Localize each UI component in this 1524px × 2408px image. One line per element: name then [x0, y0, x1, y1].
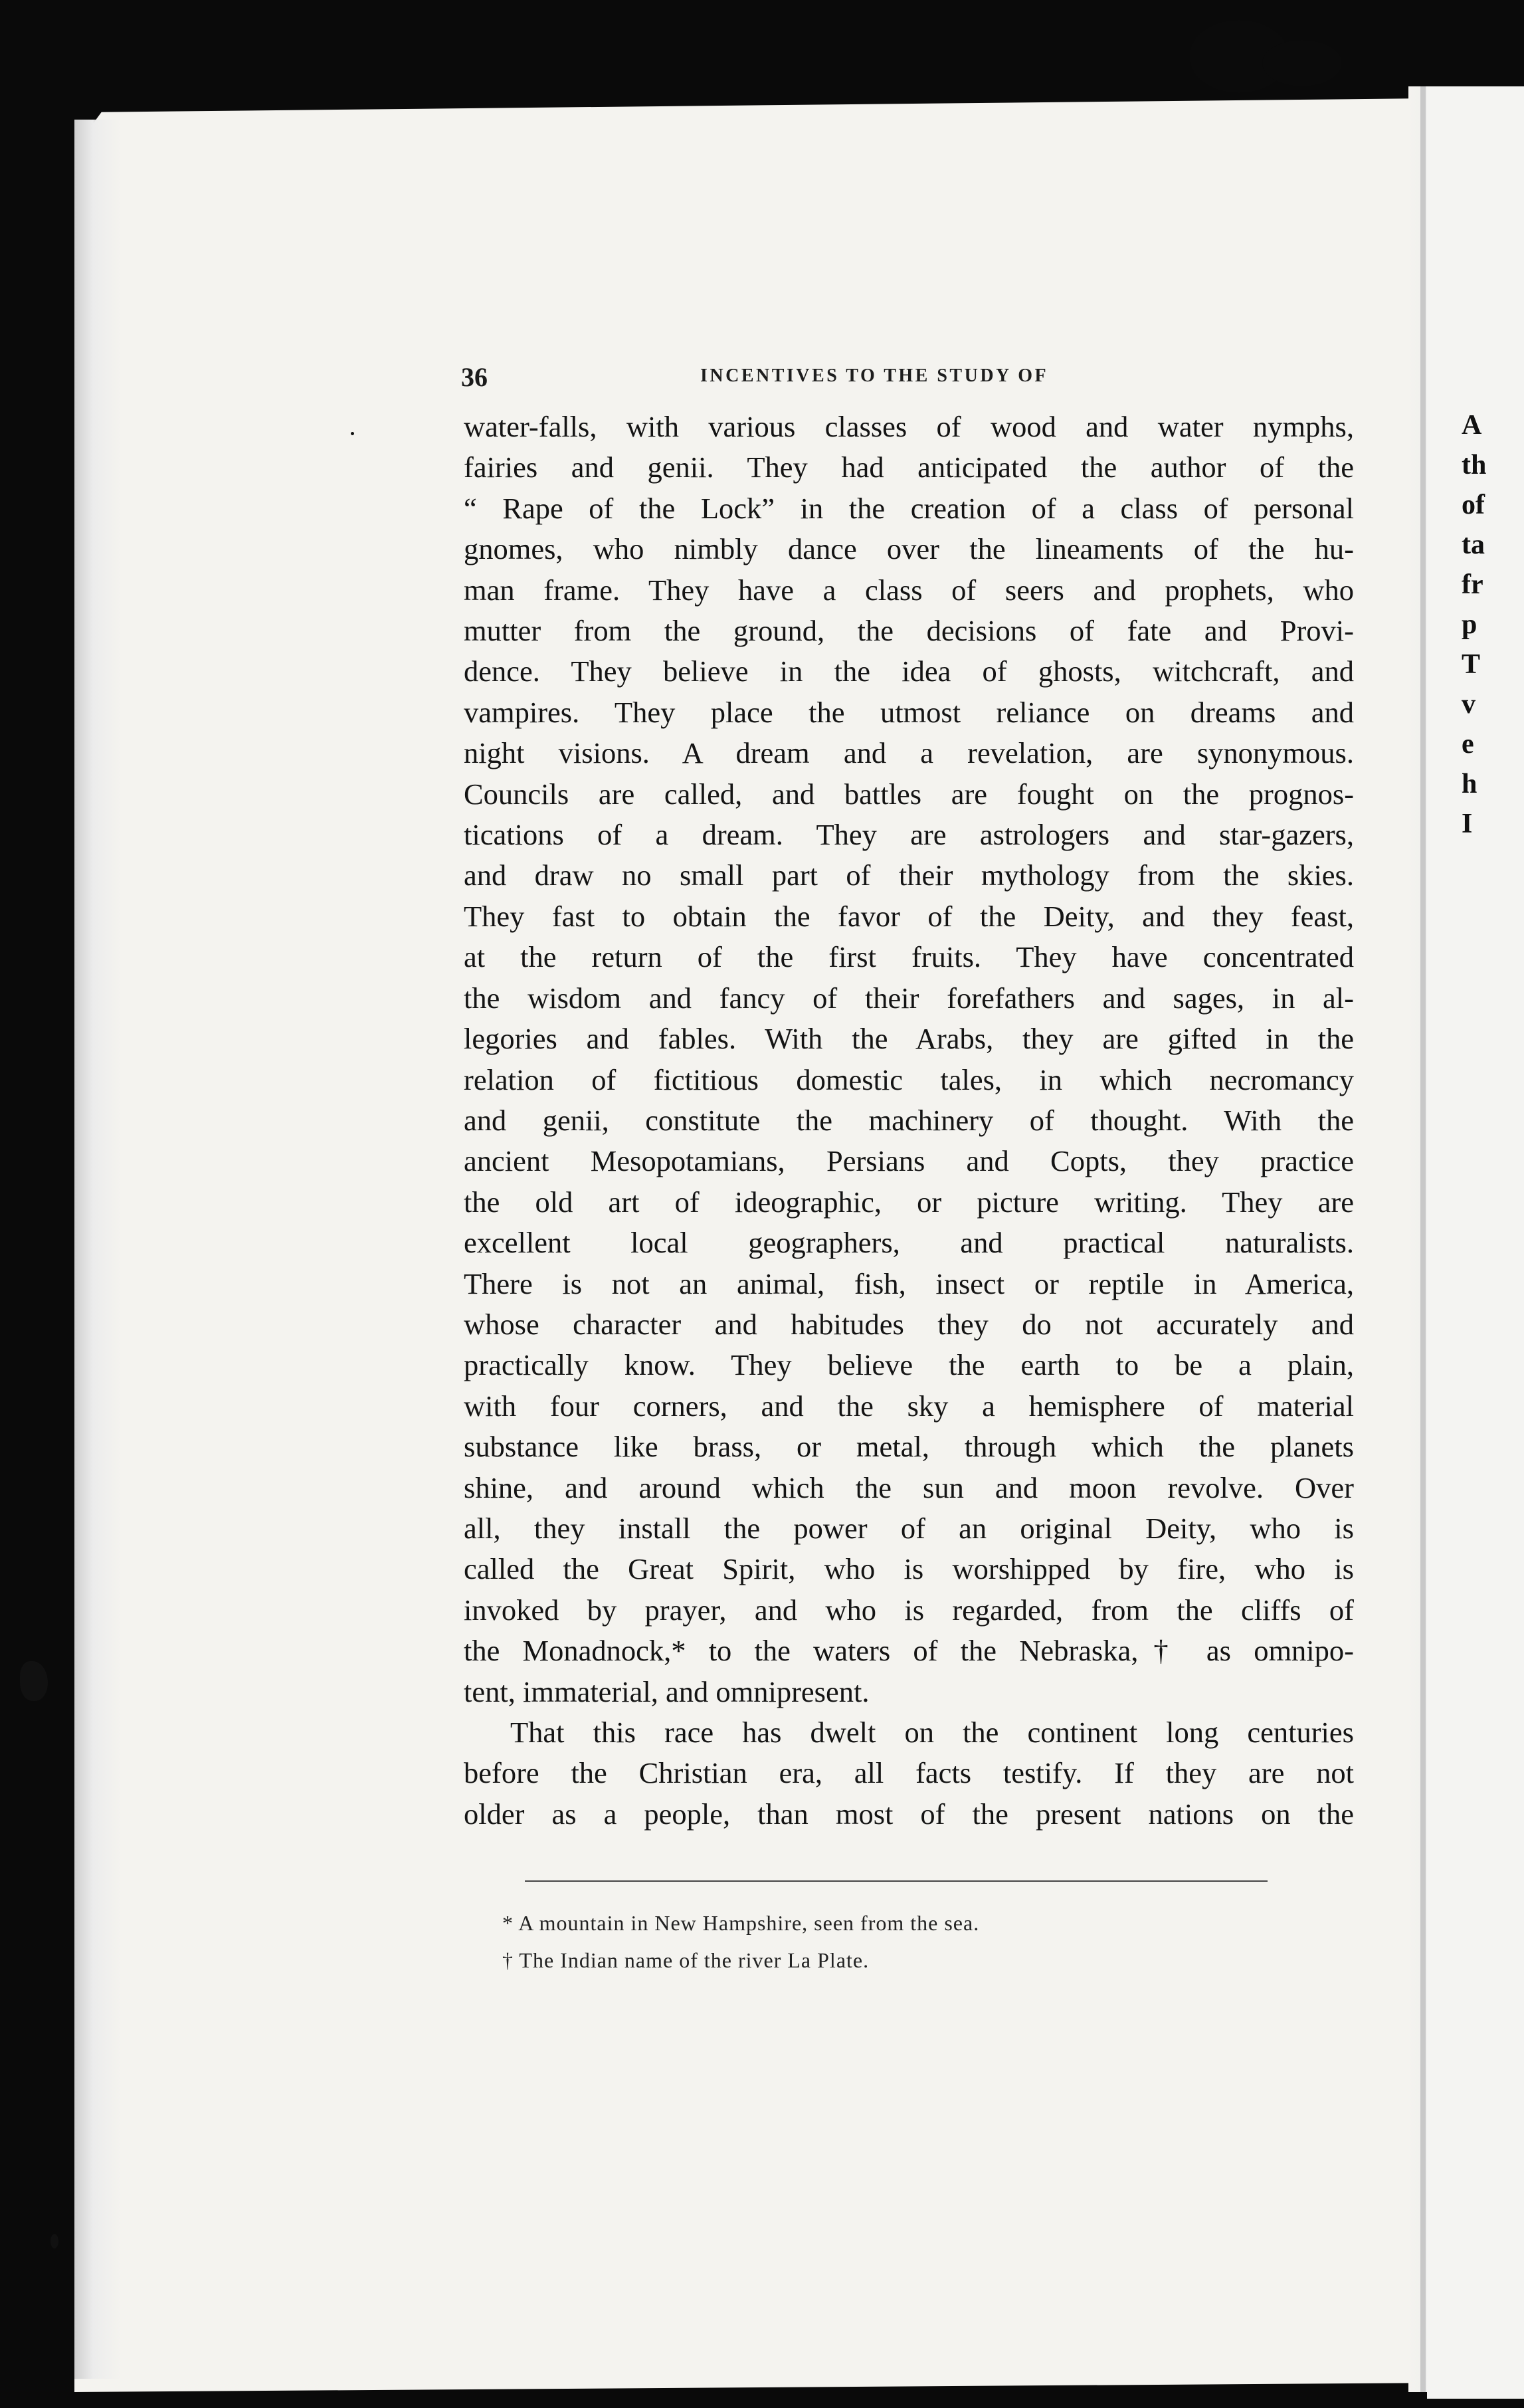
- footnote: † The Indian name of the river La Plate.: [502, 1948, 870, 1972]
- text-line: There is not an animal, fish, insect or reptile in America,: [464, 1266, 1354, 1300]
- facing-page-fragment: A: [1462, 410, 1482, 441]
- text-line: They fast to obtain the favor of the Deity, and they feast,: [464, 899, 1354, 933]
- text-line: man frame. They have a class of seers and prophets, who: [464, 573, 1354, 607]
- text-line: all, they install the power of an original Deity, who is: [464, 1511, 1354, 1545]
- facing-page-fragment: v: [1462, 689, 1476, 720]
- text-line: and draw no small part of their mythology from the skies.: [464, 858, 1354, 892]
- text-line: night visions. A dream and a revelation, are synonymous.: [464, 736, 1354, 770]
- text-line: “ Rape of the Lock” in the creation of a class of personal: [464, 491, 1354, 525]
- text-line: fairies and genii. They had anticipated the author of the: [464, 451, 1354, 484]
- text-line: older as a people, than most of the present nations on the: [464, 1797, 1354, 1831]
- text-line: whose character and habitudes they do not accurately and: [464, 1307, 1354, 1341]
- text-line: and genii, constitute the machinery of thought. With the: [464, 1103, 1354, 1137]
- text-line: before the Christian era, all facts testify. If they are not: [464, 1756, 1354, 1790]
- text-line: shine, and around which the sun and moon revolve. Over: [464, 1470, 1354, 1504]
- text-line: ancient Mesopotamians, Persians and Copts, they practice: [464, 1144, 1354, 1178]
- facing-page-fragment: T: [1462, 649, 1481, 680]
- text-line: water-falls, with various classes of wood and water nymphs,: [464, 410, 1354, 443]
- text-line: relation of fictitious domestic tales, in which necromancy: [464, 1062, 1354, 1096]
- text-line: substance like brass, or metal, through which the planets: [464, 1430, 1354, 1464]
- facing-page-fragment: e: [1462, 729, 1474, 759]
- text-line: dence. They believe in the idea of ghosts, witchcraft, and: [464, 654, 1354, 688]
- facing-page-fragment: th: [1462, 450, 1487, 480]
- page-left-shadow: [74, 120, 121, 2379]
- scan-speck: [351, 432, 354, 435]
- facing-page-fragment: of: [1462, 490, 1485, 520]
- footnote: * A mountain in New Hampshire, seen from the sea.: [502, 1911, 980, 1935]
- text-line: with four corners, and the sky a hemisphere of material: [464, 1389, 1354, 1423]
- text-line: tications of a dream. They are astrologers and star-gazers,: [464, 818, 1354, 852]
- facing-page-fragment: ta: [1462, 530, 1485, 560]
- footnote-rule: [525, 1880, 1268, 1882]
- scan-artifact: [1262, 40, 1342, 86]
- text-line: mutter from the ground, the decisions of fate and Provi-: [464, 614, 1354, 648]
- text-line: invoked by prayer, and who is regarded, from the cliffs of: [464, 1593, 1354, 1627]
- text-line: tent, immaterial, and omnipresent.: [464, 1674, 870, 1708]
- footnotes: [502, 1904, 1299, 1979]
- running-head: INCENTIVES TO THE STUDY OF: [700, 365, 1049, 386]
- scan-speck: [50, 2234, 58, 2249]
- text-line: vampires. They place the utmost reliance on dreams and: [464, 695, 1354, 729]
- text-line: called the Great Spirit, who is worshipped by fire, who is: [464, 1552, 1354, 1586]
- text-line: the old art of ideographic, or picture writing. They are: [464, 1185, 1354, 1219]
- text-line: legories and fables. With the Arabs, they are gifted in the: [464, 1022, 1354, 1056]
- facing-page-fragment: I: [1462, 809, 1473, 839]
- scan-speck: [20, 1661, 48, 1701]
- text-line: Councils are called, and battles are fought on the prognos-: [464, 777, 1354, 811]
- page-header: [461, 361, 1351, 393]
- facing-page-text: [1462, 405, 1486, 844]
- text-line: excellent local geographers, and practical naturalists.: [464, 1226, 1354, 1260]
- text-line: at the return of the first fruits. They have concentrated: [464, 940, 1354, 974]
- text-line: That this race has dwelt on the continent long centuries: [510, 1716, 1354, 1749]
- page-number: 36: [461, 362, 488, 392]
- text-line: practically know. They believe the earth to be a plain,: [464, 1348, 1354, 1382]
- text-line: the wisdom and fancy of their forefathers and sages, in al-: [464, 981, 1354, 1015]
- facing-page-fragment: p: [1462, 609, 1477, 640]
- text-line: gnomes, who nimbly dance over the lineaments of the hu-: [464, 532, 1354, 566]
- body-text: [464, 407, 1354, 1835]
- facing-page-fragment: fr: [1462, 569, 1483, 600]
- facing-page-fragment: h: [1462, 769, 1477, 799]
- text-line: the Monadnock,* to the waters of the Nebraska,† as omnipo-: [464, 1634, 1354, 1668]
- book-gutter: [1420, 86, 1426, 2392]
